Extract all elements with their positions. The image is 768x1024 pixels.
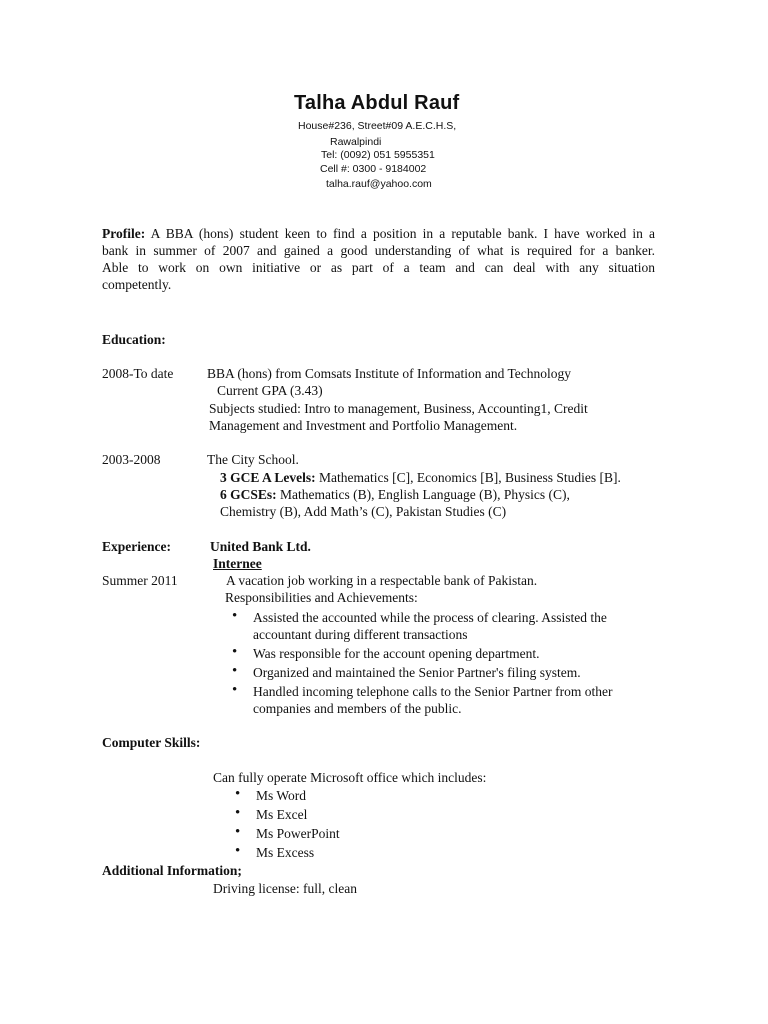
skill-item: Ms Word [256, 788, 307, 803]
education-period-2: 2003-2008 [102, 452, 161, 467]
education-period-1: 2008-To date [102, 366, 174, 381]
computer-skills-list [230, 787, 530, 861]
computer-skills-intro: Can fully operate Microsoft office which includes: [213, 770, 487, 785]
responsibilities-list [227, 609, 667, 717]
list-item [227, 683, 667, 717]
profile-line-1: A BBA (hons) student keen to find a position in a reputable bank. I have worked in a [150, 226, 656, 241]
bullet-text: Assisted the accounted while the process of clearing. Assisted the [253, 610, 607, 625]
profile-label: Profile: [102, 226, 146, 241]
skill-item: Ms Excess [256, 845, 315, 860]
experience-role: Internee [213, 556, 262, 571]
education-degree: BBA (hons) from Comsats Institute of Information and Technology [207, 366, 572, 381]
alevels-text: Mathematics [C], Economics [B], Business Studies [B]. [315, 470, 621, 485]
bullet-text: Was responsible for the account opening department. [253, 646, 540, 661]
address-line-1: House#236, Street#09 A.E.C.H.S, [298, 120, 457, 132]
list-item [230, 787, 530, 804]
list-item [227, 609, 667, 643]
skill-item: Ms Excel [256, 807, 308, 822]
bullet-text-cont: accountant during different transactions [253, 627, 468, 642]
experience-period: Summer 2011 [102, 573, 178, 588]
telephone: Tel: (0092) 051 5955351 [321, 149, 435, 161]
list-item [227, 645, 667, 662]
additional-info-text: Driving license: full, clean [213, 881, 357, 896]
education-gcse [220, 486, 570, 503]
experience-employer: United Bank Ltd. [210, 539, 311, 554]
experience-description: A vacation job working in a respectable bank of Pakistan. [226, 573, 538, 588]
list-item [227, 664, 667, 681]
education-gpa: Current GPA (3.43) [217, 383, 323, 398]
education-alevels [220, 469, 621, 486]
resume-name: Talha Abdul Rauf [294, 92, 460, 114]
profile-line-4: competently. [102, 277, 172, 292]
list-item [230, 844, 530, 861]
education-heading: Education: [102, 332, 166, 347]
bullet-text-cont: companies and members of the public. [253, 701, 462, 716]
email: talha.rauf@yahoo.com [326, 178, 432, 190]
education-subjects-2: Management and Investment and Portfolio Management. [209, 418, 518, 433]
profile-line-2: bank in summer of 2007 and gained a good understanding of what is required for a banker. [102, 243, 655, 258]
profile-section [102, 225, 655, 293]
gcse-label: 6 GCSEs: [220, 487, 277, 502]
skill-item: Ms PowerPoint [256, 826, 340, 841]
cell-number: Cell #: 0300 - 9184002 [320, 163, 427, 175]
list-item [230, 825, 530, 842]
additional-info-heading: Additional Information; [102, 863, 242, 878]
responsibilities-heading: Responsibilities and Achievements: [225, 590, 418, 605]
education-gcse-line-2: Chemistry (B), Add Math’s (C), Pakistan Studies (C) [220, 504, 507, 519]
education-subjects-1: Subjects studied: Intro to management, Business, Accounting1, Credit [209, 401, 588, 416]
gcse-text: Mathematics (B), English Language (B), Physics (C), [276, 487, 570, 502]
computer-skills-heading: Computer Skills: [102, 735, 201, 750]
education-school: The City School. [207, 452, 299, 467]
bullet-text: Handled incoming telephone calls to the Senior Partner from other [253, 684, 613, 699]
profile-line-3: Able to work on own initiative or as part of a team and can deal with any situation [102, 260, 655, 275]
address-line-2: Rawalpindi [330, 136, 382, 148]
alevels-label: 3 GCE A Levels: [220, 470, 316, 485]
experience-heading: Experience: [102, 539, 171, 554]
bullet-text: Organized and maintained the Senior Partner's filing system. [253, 665, 581, 680]
list-item [230, 806, 530, 823]
